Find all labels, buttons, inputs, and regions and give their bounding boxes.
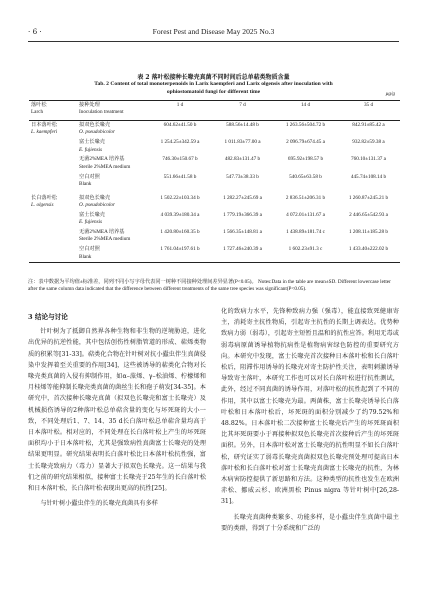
- col-header-14d: 14 d: [274, 101, 337, 118]
- value-cell: 482.83±131.47 b: [224, 156, 261, 163]
- value-cell: 695.92±198.57 b: [287, 156, 324, 163]
- larch-cell: [29, 245, 77, 263]
- value-cell: 1 254.25±342.59 a: [160, 139, 200, 146]
- table-row: [29, 155, 400, 172]
- value-cell: 1 438.89±181.74 c: [286, 228, 325, 235]
- treatment-cell: 富士长喙壳 E. fujiensis: [79, 211, 105, 226]
- value-cell: 1 208.11±185.28 b: [349, 228, 388, 235]
- value-cell: 445.74±108.14 b: [350, 173, 387, 180]
- value-cell: 746.30±150.67 b: [162, 156, 198, 163]
- treatment-cell: 空白对照 Blank: [79, 173, 100, 187]
- value-cell: 1 011.83±77.00 a: [224, 139, 261, 146]
- section-heading: 3 结论与讨论: [28, 313, 68, 321]
- value-cell: 604.62±41.50 b: [163, 122, 197, 128]
- larch-cell: [29, 172, 77, 189]
- col-header-7d: 7 d: [211, 101, 274, 118]
- table-row: [29, 228, 400, 245]
- value-cell: 932.82±59.38 a: [352, 139, 385, 146]
- col-header-larch: 落叶松 Larch: [29, 101, 77, 118]
- table-row: [29, 190, 400, 211]
- table-row: [29, 245, 400, 263]
- value-cell: 1 263.56±504.72 b: [285, 122, 326, 128]
- value-cell: 1 566.35±148.81 a: [223, 228, 262, 235]
- treatment-cell: 富士长喙壳 E. fujiensis: [79, 139, 105, 153]
- value-cell: 1 727.46±240.39 a: [211, 245, 274, 263]
- value-cell: 760.10±131.37 a: [351, 156, 386, 163]
- treatment-cell: 拟双色长喙壳 O. pseudobicolor: [79, 194, 116, 208]
- table-row: [29, 211, 400, 228]
- value-cell: 1 260.87±245.21 b: [348, 194, 389, 201]
- value-cell: 1 433.40±222.02 b: [337, 245, 400, 263]
- value-cell: 1 761.04±197.61 b: [149, 245, 211, 263]
- table-caption-en-cont: ophiostomatoid fungi for different time: [166, 89, 261, 95]
- running-header: [28, 27, 399, 39]
- treatment-cell: 空白对照 Blank: [77, 245, 149, 263]
- table-row: [29, 120, 400, 138]
- table-note: 注：表中数据为平均值±标准差，同列不同小写字母代表同一树种不同接种处理间差异显著(P<0.05)。 Notes:Data in the table are mean±SD. Different lowercase letter after the same column data indicated that the difference between different treatments of the same tree species was significant(P<0.05).: [28, 279, 391, 292]
- page-number: · 6 ·: [28, 27, 42, 36]
- table-caption-en: Tab. 2 Content of total monoterpenoids in Larix kaempferi and Larix olgensis after inoculation with: [94, 81, 333, 87]
- header-rule: [28, 41, 399, 42]
- table-unit: μg/g: [385, 91, 395, 97]
- value-cell: 1 602.23±91.3 c: [274, 245, 337, 263]
- larch-cell: [29, 211, 77, 228]
- treatment-cell: 拟双色长喙壳 O. pseudobicolor: [79, 122, 116, 136]
- larch-cell: [29, 155, 77, 172]
- value-cell: 2 446.65±542.93 a: [349, 211, 388, 218]
- value-cell: 1 282.27±245.69 a: [223, 194, 262, 201]
- paragraph: 化的致病力水平，先锋种致病力强（强毒），能直接致死健康寄主，消耗寄主抗性物质，引起寄主抗性的长期上调表达。优势种致病力弱（弱毒），引起寄主短暂且温和的抗性应答。利用无毒或弱毒病原菌诱导植物抗病性是植物病害绿色防控的重要研究方向。本研究中发现，富士长喙壳首次接种日本落叶松和长白落叶松后，阻滞作用诱导的长喙壳对寄主防护性关注，表明刺激诱导导致寄主落叶，本研究工作也可以对长白落叶松进行抗性测试，此外，经过不同真菌的诱导作用，对落叶松的抗性起到了不同的作用，其中以富士长喙壳为最。两菌株，富士长喙壳诱导长白落叶松和日本落叶松后，坏死斑的面积分别减少了约79.52%和48.82%。日本落叶松二次接种富士长喙壳后产生的坏死斑面积比其坏死斑要小于再接种拟双色长喙壳首次接种后产生的坏死斑面积。另外，日本落叶松对富士长喙壳的抗性明显不如长白落叶松，研究证实了弱毒长喙壳真菌拟双色长喙壳预处理可提高日本落叶松和长白落叶松对富士长喙壳真菌富士长喙壳的抗性，为林木病害防控提供了新思路和方法。这种类型的抗性也发生在欧洲赤松、挪威云杉、欧洲黑松 Pinus nigra 等针叶树中[26,28-31]。: [221, 308, 399, 506]
- value-cell: 4 039.39±180.34 a: [160, 211, 200, 218]
- paragraph: 针叶树为了抵御自然界各种生物和非生物的逆境胁迫，进化出优异的抗逆性能，其中包括创伤性树脂管道的形成、萜烯类物质的积累等[31-33]。萜类化合物在针叶树对抗小蠹虫伴生真菌侵染中发挥着至关重要的作用[34]，这些被诱导的萜类化合物对长喙壳类真菌的入侵有抑制作用，如α–蒎烯、γ–松油烯、柠檬烯和月桂烯等能抑制长喙壳类真菌的菌丝生长和孢子萌发[34-35]。本研究中，首次接种长喙壳真菌（拟双色长喙壳和富士长喙壳）及机械损伤诱导的2种落叶松总单萜含量的变化与坏死斑的大小一致，不同处理后1、7、14、35 d长白落叶松总单萜含量均高于日本落叶松。相对应的，不同处理在长白落叶松上产生的坏死斑面积均小于日本落叶松，尤其是强致病性真菌富士长喙壳的处理结果更明显。研究结果表明长白落叶松比日本落叶松抗性强，富士长喙壳致病力（毒力）显著大于拟双色长喙壳。这一结果与我们之前的研究结果相似，接种富士长喙壳于25年生的长白落叶松和日本落叶松，长白落叶松表现出更高的抗性[25]。: [28, 328, 206, 493]
- value-cell: 4 072.01±131.67 a: [286, 211, 325, 218]
- value-cell: 588.56±14.48 b: [226, 122, 259, 128]
- value-cell: 547.73±38.33 b: [226, 173, 259, 180]
- value-cell: 842.91±85.42 a: [352, 122, 385, 128]
- value-cell: 1 779.19±366.39 a: [223, 211, 262, 218]
- monoterpene-table: [29, 100, 400, 263]
- value-cell: 540.65±63.58 b: [289, 173, 322, 180]
- paragraph: 与针叶树小蠹虫伴生的长喙壳真菌具有多样: [40, 500, 158, 508]
- table-row: [29, 138, 400, 155]
- table-caption-cn: 表 2 落叶松接种长喙壳真菌不同时间后总单萜类物质含量: [137, 74, 290, 81]
- col-header-35d: 35 d: [337, 101, 400, 118]
- value-cell: 2 836.51±206.31 b: [285, 194, 326, 201]
- treatment-cell: 无菌2%MEA 培养基 Sterile 2%MEA medium: [79, 156, 131, 170]
- value-cell: 2 096.79±674.45 a: [286, 139, 325, 146]
- col-header-1d: 1 d: [149, 101, 211, 118]
- left-column: [28, 306, 206, 509]
- table-row: [29, 172, 400, 189]
- col-header-treatment: 接种处理 Inoculation treatment: [77, 101, 149, 118]
- larch-cell: [29, 228, 77, 245]
- value-cell: 1 420.80±160.35 b: [160, 228, 200, 235]
- right-column: [221, 306, 399, 534]
- journal-title: Forest Pest and Disease May 2025 No.3: [152, 27, 275, 36]
- paragraph: 长喙壳真菌种类繁多、功能多样，是小蠹虫伴生真菌中最主要的类群，得到了十分系统和广泛的: [221, 513, 399, 532]
- larch-cell: [29, 138, 77, 155]
- larch-cell: 长白落叶松 L. olgensis: [31, 194, 57, 208]
- treatment-cell: 无菌2%MEA 培养基 Sterile 2%MEA medium: [79, 228, 131, 243]
- value-cell: 551.66±41.58 b: [163, 173, 197, 180]
- value-cell: 1 502.22±103.34 b: [160, 194, 200, 201]
- larch-cell: 日本落叶松 L. kaempferi: [31, 122, 58, 136]
